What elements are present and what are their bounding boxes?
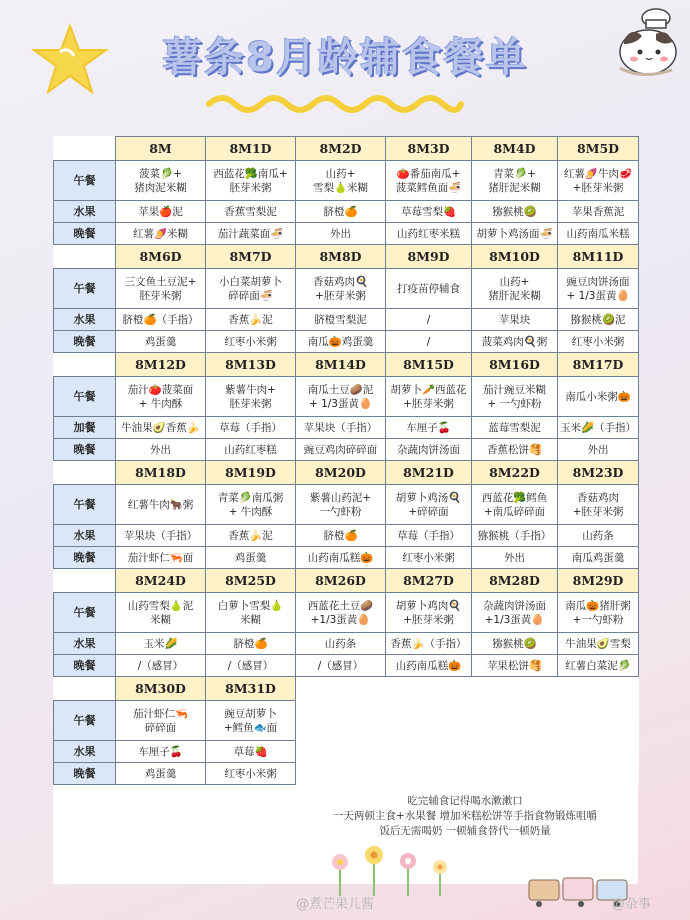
meal-cell-fruit: 猕猴桃🥝泥	[558, 309, 639, 331]
day-header: 8M13D	[206, 353, 296, 377]
meal-cell-fruit: 猕猴桃（手指）	[472, 525, 558, 547]
meal-cell-dinner: 山药南瓜糕🎃	[386, 655, 472, 677]
day-header: 8M7D	[206, 245, 296, 269]
meal-cell-lunch: 红薯🍠牛肉🥩 +胚芽米粥	[558, 161, 639, 201]
meal-cell-fruit: 草莓🍓	[206, 741, 296, 763]
meal-cell-fruit: 车厘子🍒	[386, 417, 472, 439]
meal-cell-dinner: 山药南瓜糕🎃	[296, 547, 386, 569]
meal-cell-lunch: 胡萝卜鸡汤🍳 +碎碎面	[386, 485, 472, 525]
day-header: 8M14D	[296, 353, 386, 377]
meal-cell-lunch: 豌豆胡萝卜 +鳕鱼🐟面	[206, 701, 296, 741]
meal-cell-dinner: 外出	[296, 223, 386, 245]
meal-cell-dinner: 茄汁蔬菜面🍜	[206, 223, 296, 245]
day-header: 8M1D	[206, 137, 296, 161]
meal-cell-dinner: 鸡蛋羹	[116, 763, 206, 785]
meal-cell-lunch: 山药+ 猪肝泥米糊	[472, 269, 558, 309]
row-label-dinner: 晚餐	[54, 547, 116, 569]
row-label-dinner: 晚餐	[54, 331, 116, 353]
meal-cell-dinner: 胡萝卜鸡汤面🍜	[472, 223, 558, 245]
meal-cell-dinner: 菠菜鸡肉🍳粥	[472, 331, 558, 353]
row-label-lunch: 午餐	[54, 161, 116, 201]
meal-cell-fruit: 山药条	[558, 525, 639, 547]
meal-cell-lunch: 南瓜🎃猪肝粥 +一勺虾粉	[558, 593, 639, 633]
day-header: 8M31D	[206, 677, 296, 701]
cat-chef-icon	[602, 6, 684, 80]
meal-cell-fruit: 脐橙雪梨泥	[296, 309, 386, 331]
meal-cell-fruit: 山药条	[296, 633, 386, 655]
meal-cell-lunch: 三文鱼土豆泥+ 胚芽米粥	[116, 269, 206, 309]
row-label-lunch: 午餐	[54, 593, 116, 633]
wave-decoration-icon	[205, 90, 465, 118]
meal-cell-fruit: 草莓（手指）	[206, 417, 296, 439]
row-label-fruit: 水果	[54, 525, 116, 547]
meal-cell-dinner: 红枣小米粥	[558, 331, 639, 353]
meal-cell-dinner: 外出	[472, 547, 558, 569]
watermark-right: @杂事	[612, 897, 652, 912]
meal-cell-lunch: 西蓝花🥦鳕鱼 +南瓜碎碎面	[472, 485, 558, 525]
meal-cell-dinner: 茄汁虾仁🦐面	[116, 547, 206, 569]
meal-cell-fruit: 牛油果🥑雪梨	[558, 633, 639, 655]
day-header: 8M20D	[296, 461, 386, 485]
day-header: 8M9D	[386, 245, 472, 269]
flowers-icon	[322, 846, 462, 898]
meal-cell-lunch: 红薯牛肉🐂粥	[116, 485, 206, 525]
day-header: 8M30D	[116, 677, 206, 701]
meal-cell-lunch: 茄汁虾仁🦐 碎碎面	[116, 701, 206, 741]
day-header: 8M29D	[558, 569, 639, 593]
meal-cell-fruit: 苹果香蕉泥	[558, 201, 639, 223]
row-label-fruit: 水果	[54, 309, 116, 331]
meal-cell-dinner: 山药南瓜米糕	[558, 223, 639, 245]
meal-cell-dinner: 红枣小米粥	[206, 763, 296, 785]
meal-cell-lunch: 菠菜🥬+ 猪肉泥米糊	[116, 161, 206, 201]
meal-cell-lunch: 青菜🥬南瓜粥 + 牛肉酥	[206, 485, 296, 525]
day-header: 8M15D	[386, 353, 472, 377]
meal-cell-dinner: 山药红枣米糕	[386, 223, 472, 245]
meal-cell-dinner: 红薯白菜泥🥬	[558, 655, 639, 677]
meal-cell-fruit: 苹果块	[472, 309, 558, 331]
day-header: 8M27D	[386, 569, 472, 593]
meal-cell-lunch: 紫薯牛肉+ 胚芽米粥	[206, 377, 296, 417]
note-line: 饭后无需喝奶 一顿辅食替代一顿奶量	[379, 825, 551, 837]
day-header: 8M23D	[558, 461, 639, 485]
meal-cell-lunch: 杂蔬肉饼汤面 +1/3蛋黄🥚	[472, 593, 558, 633]
meal-cell-fruit: 脐橙🍊	[296, 525, 386, 547]
meal-cell-lunch: 山药雪梨🍐泥 米糊	[116, 593, 206, 633]
day-header: 8M17D	[558, 353, 639, 377]
corner-cell	[54, 245, 116, 269]
meal-cell-fruit: 草莓雪梨🍓	[386, 201, 472, 223]
meal-cell-lunch: 胡萝卜鸡肉🍳 +胚芽米粥	[386, 593, 472, 633]
meal-cell-fruit: 车厘子🍒	[116, 741, 206, 763]
watermark-left: @煮芒果儿酱	[296, 897, 375, 912]
row-label-fruit: 水果	[54, 741, 116, 763]
meal-cell-lunch: 香菇鸡肉 +胚芽米粥	[558, 485, 639, 525]
meal-cell-lunch: 西蓝花🥦南瓜+ 胚芽米粥	[206, 161, 296, 201]
day-header: 8M24D	[116, 569, 206, 593]
corner-cell	[54, 461, 116, 485]
day-header: 8M	[116, 137, 206, 161]
day-header: 8M4D	[472, 137, 558, 161]
meal-cell-fruit: 玉米🌽（手指）	[558, 417, 639, 439]
corner-cell	[54, 137, 116, 161]
corner-cell	[54, 353, 116, 377]
meal-cell-dinner: 苹果松饼🥞	[472, 655, 558, 677]
day-header: 8M25D	[206, 569, 296, 593]
day-header: 8M2D	[296, 137, 386, 161]
meal-cell-dinner: 外出	[558, 439, 639, 461]
meal-cell-lunch: 南瓜土豆🥔泥 + 1/3蛋黄🥚	[296, 377, 386, 417]
corner-cell	[54, 569, 116, 593]
meal-cell-fruit: 苹果🍎泥	[116, 201, 206, 223]
note-line: 一天两顿主食+水果餐 增加米糕松饼等手指食物锻炼咀嚼	[332, 810, 598, 822]
meal-cell-lunch: 香菇鸡肉🍳 +胚芽米粥	[296, 269, 386, 309]
meal-cell-dinner: 南瓜🎃鸡蛋羹	[296, 331, 386, 353]
row-label-lunch: 午餐	[54, 485, 116, 525]
meal-cell-lunch: 胡萝卜🥕西蓝花 +胚芽米粥	[386, 377, 472, 417]
row-label-fruit: 水果	[54, 633, 116, 655]
day-header: 8M18D	[116, 461, 206, 485]
row-label-lunch: 午餐	[54, 377, 116, 417]
meal-cell-dinner: 豌豆鸡肉碎碎面	[296, 439, 386, 461]
meal-cell-fruit: 脐橙🍊	[206, 633, 296, 655]
meal-cell-lunch: 茄汁豌豆米糊 + 一勺虾粉	[472, 377, 558, 417]
day-header: 8M16D	[472, 353, 558, 377]
meal-cell-dinner: 鸡蛋羹	[206, 547, 296, 569]
meal-cell-dinner: 外出	[116, 439, 206, 461]
meal-cell-fruit: 香蕉🍌泥	[206, 525, 296, 547]
day-header: 8M5D	[558, 137, 639, 161]
row-label-dinner: 晚餐	[54, 223, 116, 245]
row-label-dinner: 晚餐	[54, 439, 116, 461]
row-label-fruit: 加餐	[54, 417, 116, 439]
day-header: 8M21D	[386, 461, 472, 485]
meal-cell-fruit: 苹果块（手指）	[116, 525, 206, 547]
meal-cell-fruit: 玉米🌽	[116, 633, 206, 655]
corner-cell	[54, 677, 116, 701]
row-label-dinner: 晚餐	[54, 655, 116, 677]
row-label-fruit: 水果	[54, 201, 116, 223]
meal-cell-dinner: /	[386, 331, 472, 353]
meal-cell-lunch: 青菜🥬+ 猪肝泥米糊	[472, 161, 558, 201]
meal-cell-lunch: 山药+ 雪梨🍐米糊	[296, 161, 386, 201]
meal-cell-dinner: /（感冒）	[206, 655, 296, 677]
meal-cell-lunch: 豌豆肉饼汤面 + 1/3蛋黄🥚	[558, 269, 639, 309]
meal-cell-dinner: 杂蔬肉饼汤面	[386, 439, 472, 461]
meal-cell-lunch: 🍅番茄南瓜+ 菠菜鳕鱼面🍜	[386, 161, 472, 201]
meal-cell-fruit: 脐橙🍊（手指）	[116, 309, 206, 331]
day-header: 8M19D	[206, 461, 296, 485]
notes-area	[296, 677, 639, 785]
meal-cell-dinner: 红薯🍠米糊	[116, 223, 206, 245]
meal-cell-lunch: 白萝卜雪梨🍐 米糊	[206, 593, 296, 633]
day-header: 8M6D	[116, 245, 206, 269]
meal-cell-fruit: 蓝莓雪梨泥	[472, 417, 558, 439]
note-line: 吃完辅食记得喝水漱漱口	[407, 795, 523, 807]
meal-cell-dinner: 山药红枣糕	[206, 439, 296, 461]
meal-cell-fruit: 草莓（手指）	[386, 525, 472, 547]
meal-cell-fruit: 香蕉🍌泥	[206, 309, 296, 331]
day-header: 8M11D	[558, 245, 639, 269]
meal-cell-fruit: 香蕉雪梨泥	[206, 201, 296, 223]
meal-cell-dinner: /（感冒）	[116, 655, 206, 677]
meal-cell-lunch: 小白菜胡萝卜 碎碎面🍜	[206, 269, 296, 309]
meal-cell-fruit: 猕猴桃🥝	[472, 633, 558, 655]
meal-cell-dinner: 南瓜鸡蛋羹	[558, 547, 639, 569]
feeding-notes	[310, 794, 620, 839]
meal-cell-fruit: 香蕉🍌（手指）	[386, 633, 472, 655]
meal-cell-fruit: 脐橙🍊	[296, 201, 386, 223]
day-header: 8M8D	[296, 245, 386, 269]
meal-cell-fruit: 猕猴桃🥝	[472, 201, 558, 223]
meal-cell-fruit: 苹果块（手指）	[296, 417, 386, 439]
meal-cell-lunch: 紫薯山药泥+ 一勺虾粉	[296, 485, 386, 525]
meal-cell-dinner: 红枣小米粥	[386, 547, 472, 569]
meal-cell-lunch: 打疫苗停辅食	[386, 269, 472, 309]
meal-cell-lunch: 南瓜小米粥🎃	[558, 377, 639, 417]
meal-cell-dinner: 香蕉松饼🥞	[472, 439, 558, 461]
meal-cell-dinner: /（感冒）	[296, 655, 386, 677]
meal-cell-dinner: 红枣小米粥	[206, 331, 296, 353]
meal-cell-fruit: 牛油果🥑香蕉🍌	[116, 417, 206, 439]
meal-cell-lunch: 茄汁🍅菠菜面 + 牛肉酥	[116, 377, 206, 417]
row-label-dinner: 晚餐	[54, 763, 116, 785]
day-header: 8M22D	[472, 461, 558, 485]
day-header: 8M26D	[296, 569, 386, 593]
day-header: 8M3D	[386, 137, 472, 161]
row-label-lunch: 午餐	[54, 701, 116, 741]
meal-cell-dinner: 鸡蛋羹	[116, 331, 206, 353]
page-title: 薯条8月龄辅食餐单	[162, 35, 528, 81]
row-label-lunch: 午餐	[54, 269, 116, 309]
day-header: 8M10D	[472, 245, 558, 269]
meal-cell-fruit: /	[386, 309, 472, 331]
meal-plan-table	[53, 136, 638, 884]
meal-cell-lunch: 西蓝花土豆🥔 +1/3蛋黄🥚	[296, 593, 386, 633]
day-header: 8M28D	[472, 569, 558, 593]
day-header: 8M12D	[116, 353, 206, 377]
